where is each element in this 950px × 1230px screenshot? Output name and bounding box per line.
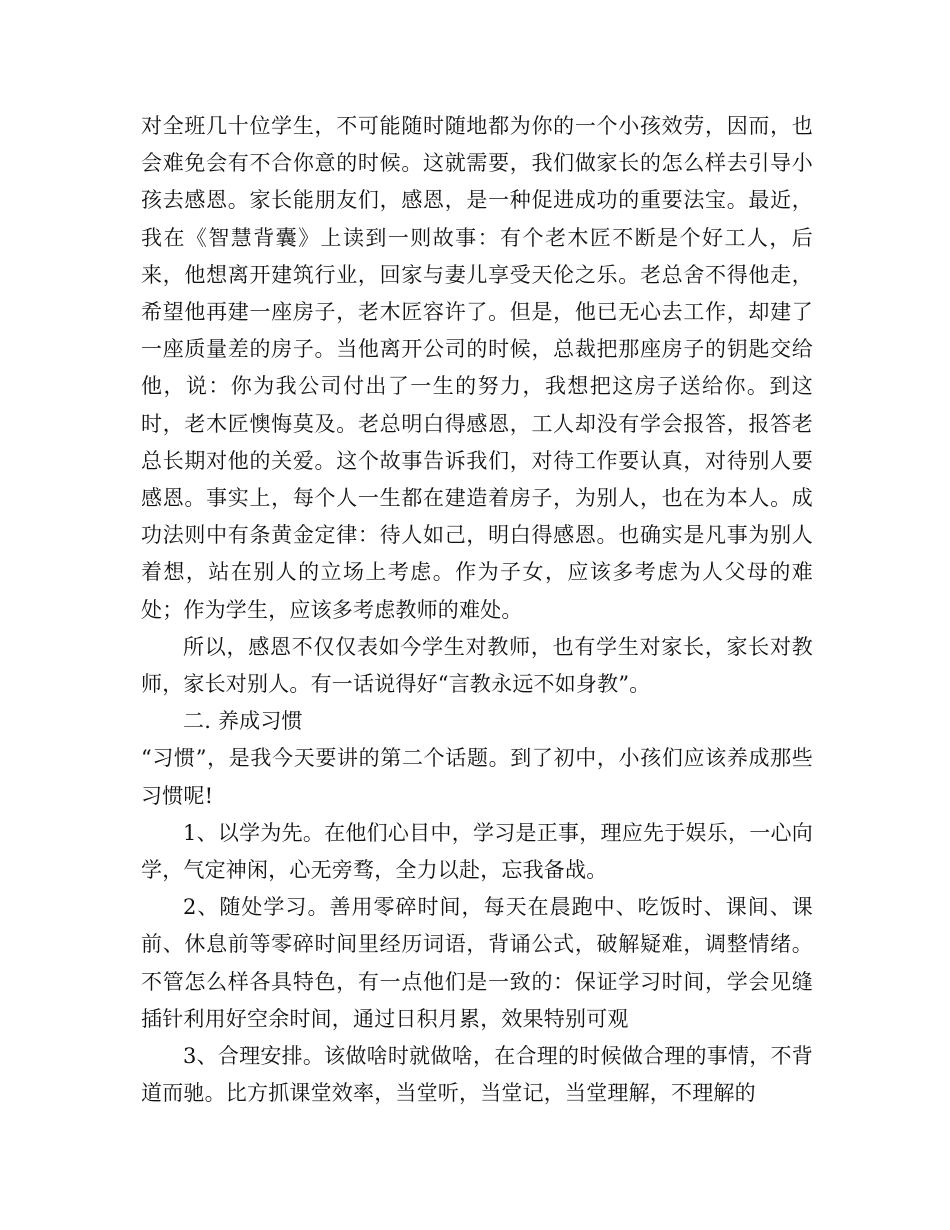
list-item-study-anywhere: 2、随处学习。善用零碎时间，每天在晨跑中、吃饭时、课间、课前、休息前等零碎时间里经历词语，背诵公式，破解疑难，调整情绪。不管怎么样各具特色，有一点他们是一致的：保证学习时间，学会见缝插针利用好空余时间，通过日积月累，效果特别可观	[141, 895, 813, 1031]
list-item-reasonable-arrangement: 3、合理安排。该做啥时就做啥，在合理的时候做合理的事情，不背道而驰。比方抓课堂效率，当堂听，当堂记，当堂理解，不理解的	[141, 1044, 813, 1106]
paragraph-gratitude-story: 对全班几十位学生，不可能随时随地都为你的一个小孩效劳，因而，也会难免会有不合你意的时候。这就需要，我们做家长的怎么样去引导小孩去感恩。家长能朋友们，感恩，是一种促进成功的重要法宝。最近，我在《智慧背囊》上读到一则故事：有个老木匠不断是个好工人，后来，他想离开建筑行业，回家与妻儿享受天伦之乐。老总舍不得他走，希望他再建一座房子，老木匠容许了。但是，他已无心去工作，却建了一座质量差的房子。当他离开公司的时候，总裁把那座房子的钥匙交给他，说：你为我公司付出了一生的努力，我想把这房子送给你。到这时，老木匠懊悔莫及。老总明白得感恩，工人却没有学会报答，报答老总长期对他的关爱。这个故事告诉我们，对待工作要认真，对待别人要感恩。事实上，每个人一生都在建造着房子，为别人，也在为本人。成功法则中有条黄金定律：待人如己，明白得感恩。也确实是凡事为别人着想，站在别人的立场上考虑。作为子女，应该多考虑为人父母的难处；作为学生，应该多考虑教师的难处。	[141, 114, 813, 622]
list-item-study-first: 1、以学为先。在他们心目中，学习是正事，理应先于娱乐，一心向学，气定神闲，心无旁骛，全力以赴，忘我备战。	[141, 820, 813, 883]
paragraph-gratitude-summary: 所以，感恩不仅仅表如今学生对教师，也有学生对家长，家长对教师，家长对别人。有一话说得好“言教永远不如身教”。	[141, 634, 813, 697]
document-body	[141, 108, 813, 1112]
paragraph-habits-intro: “习惯”，是我今天要讲的第二个话题。到了初中，小孩们应该养成那些习惯呢!	[141, 746, 813, 808]
section-heading-habits: 二. 养成习惯	[183, 709, 303, 734]
